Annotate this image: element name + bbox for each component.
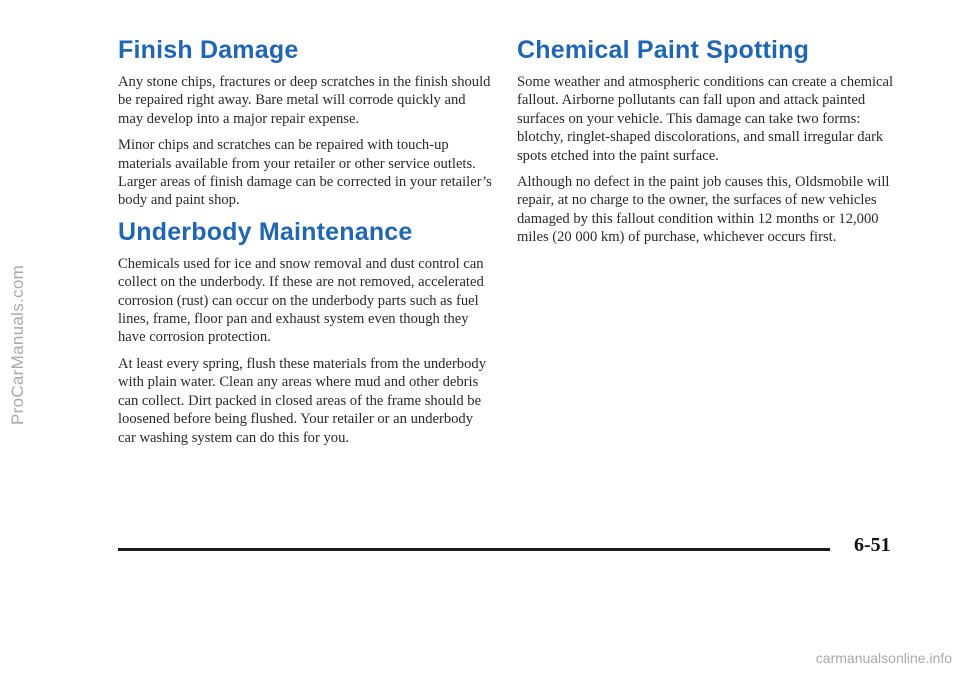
finish-damage-paragraph-2: Minor chips and scratches can be repaired with touch-up materials available from your retailer or other service outlets. Larger areas of finish damage can be corrected in your retailer’s body and paint shop. [118, 137, 492, 209]
finish-damage-paragraph-1: Any stone chips, fractures or deep scratches in the finish should be repaired right away. Bare metal will corrode quickly and may develop into a major repair expense. [118, 74, 491, 127]
chemical-spotting-paragraph-2: Although no defect in the paint job causes this, Oldsmobile will repair, at no charge to the owner, the surfaces of new vehicles damaged by this fallout condition within 12 months or 12,000 miles (20 000 km) of purchase, whichever occurs first. [517, 174, 890, 246]
underbody-paragraph-1: Chemicals used for ice and snow removal and dust control can collect on the underbody. If these are not removed, accelerated corrosion (rust) can occur on the underbody parts such as fuel lines, frame, floor pan and exhaust system even though they have corrosion protection. [118, 255, 484, 346]
chemical-spotting-paragraph-1: Some weather and atmospheric conditions can create a chemical fallout. Airborne pollutants can fall upon and attack painted surfaces on your vehicle. This damage can take two forms: blotchy, ringlet-shaped discolorations, and small irregular dark spots etched into the paint surface. [517, 74, 894, 164]
right-column [517, 36, 903, 255]
bottom-watermark: carmanualsonline.info [815, 650, 952, 666]
page-number: 6-51 [854, 534, 891, 556]
underbody-maintenance-heading: Underbody Maintenance [118, 217, 413, 246]
left-column [118, 36, 494, 455]
underbody-paragraph-2: At least every spring, flush these materials from the underbody with plain water. Clean any areas where mud and other debris can collect. Dirt packed in closed areas of the frame should be loosened before being flushed. Your retailer or an underbody car washing system can do this for you. [118, 355, 486, 446]
side-watermark: ProCarManuals.com [8, 264, 27, 426]
finish-damage-heading: Finish Damage [118, 36, 299, 64]
chemical-paint-spotting-heading: Chemical Paint Spotting [517, 36, 810, 64]
footer-rule [118, 548, 830, 551]
